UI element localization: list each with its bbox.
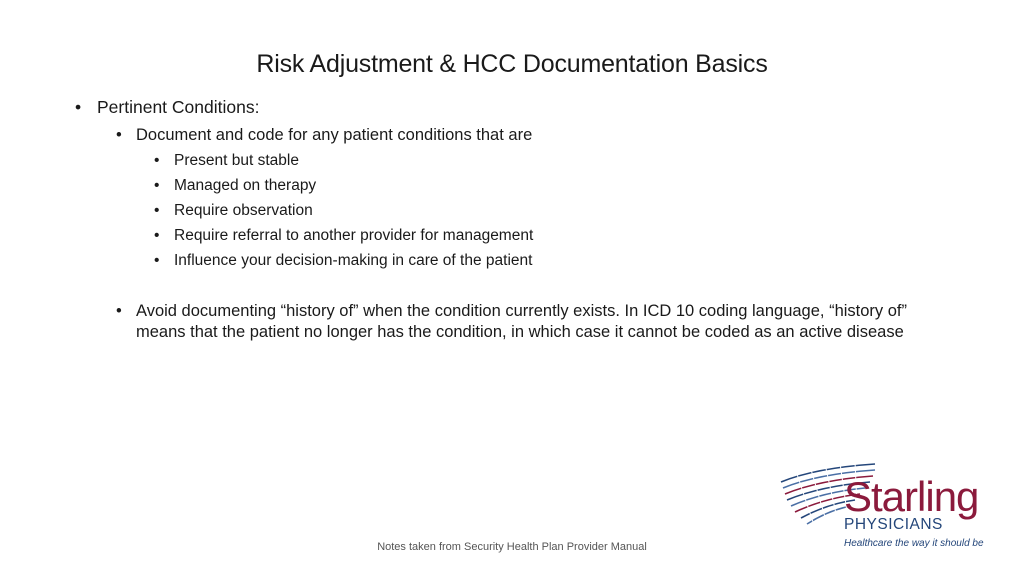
- bullet-marker: •: [116, 302, 122, 320]
- bullet-marker: •: [154, 202, 160, 219]
- slide-title: Risk Adjustment & HCC Documentation Basics: [256, 50, 768, 78]
- bullet-marker: •: [154, 152, 160, 169]
- bullet-marker: •: [154, 177, 160, 194]
- logo-subtitle: PHYSICIANS: [844, 516, 943, 533]
- sub-bullet-item: [154, 226, 534, 246]
- logo-tagline: Healthcare the way it should be: [844, 538, 984, 549]
- sub-bullet-text: Require referral to another provider for management: [174, 227, 534, 244]
- sub-bullet-item: [154, 151, 299, 171]
- sub-bullet-item: [154, 176, 317, 196]
- bullet-text: Avoid documenting “history of” when the condition currently exists. In ICD 10 coding language, “history of” means that the patient no longer has the condition, in which case it cannot be coded as an active disease: [136, 302, 908, 341]
- bullet-avoid-history-of: [116, 301, 941, 343]
- logo-name: Starling: [844, 473, 979, 520]
- bullet-text: Document and code for any patient conditions that are: [136, 126, 533, 144]
- sub-bullet-text: Present but stable: [174, 152, 299, 169]
- bullet-document-and-code: [116, 125, 533, 145]
- bullet-marker: •: [154, 227, 160, 244]
- bullet-text: Pertinent Conditions:: [97, 97, 260, 117]
- bullet-pertinent-conditions: [75, 97, 260, 117]
- sub-bullet-text: Require observation: [174, 202, 313, 219]
- bullet-marker: •: [154, 252, 160, 269]
- sub-bullet-text: Managed on therapy: [174, 177, 317, 194]
- bullet-marker: •: [116, 126, 122, 144]
- footer-note: Notes taken from Security Health Plan Provider Manual: [377, 541, 647, 553]
- bullet-marker: •: [75, 97, 82, 117]
- sub-bullet-text: Influence your decision-making in care of the patient: [174, 252, 533, 269]
- sub-bullet-item: [154, 251, 533, 271]
- sub-bullet-item: [154, 201, 313, 221]
- starling-physicians-logo: [775, 458, 995, 558]
